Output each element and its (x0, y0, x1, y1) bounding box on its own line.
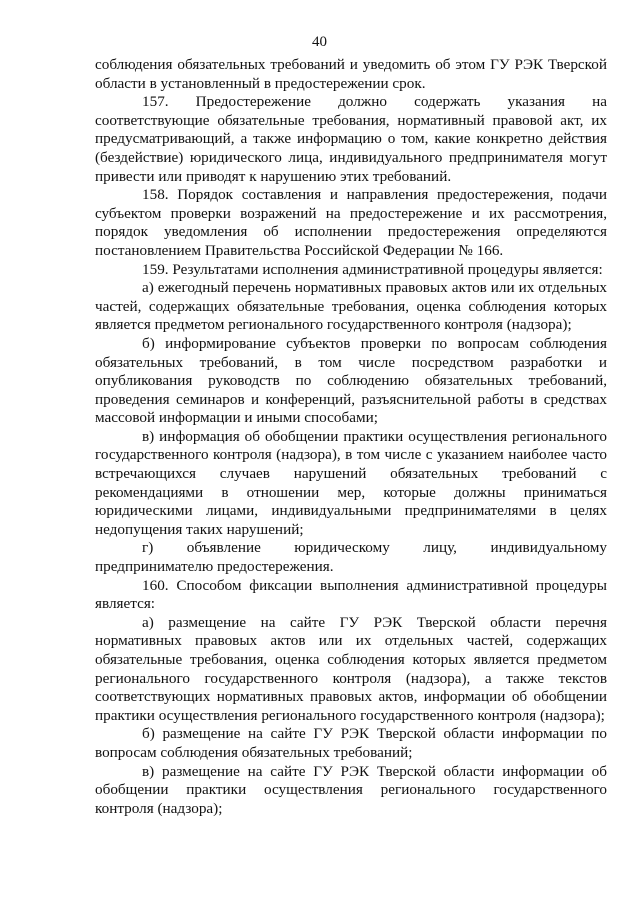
paragraph-159-g: г) объявление юридическому лицу, индивидуальному предпринимателю предостережения. (95, 539, 607, 576)
paragraph-158: 158. Порядок составления и направления предостережения, подачи субъектом проверки возражений на предостережение и их рассмотрения, порядок уведомления об исполнении предостережения определяются постановлением Правительства Российской Федерации № 166. (95, 186, 607, 259)
paragraph-160-v: в) размещение на сайте ГУ РЭК Тверской области информации об обобщении практики осуществления регионального государственного контроля (надзора); (95, 762, 607, 817)
paragraph-continuation: соблюдения обязательных требований и уведомить об этом ГУ РЭК Тверской области в установленный в предостережении срок. (95, 56, 607, 92)
paragraph-160-a: а) размещение на сайте ГУ РЭК Тверской области перечня нормативных правовых актов или их отдельных частей, содержащих обязательные требования, оценка соблюдения которых является предметом регионального государственного контроля (надзора), а также текстов соответствующих нормативных правовых актов, информации об обобщении практики осуществления регионального государственного контроля (надзора); (95, 613, 607, 724)
paragraph-157: 157. Предостережение должно содержать указания на соответствующие обязательные требования, нормативный правовой акт, их предусматривающий, а также информацию о том, какие конкретно действия (бездействие) юридического лица, индивидуального предпринимателя могут привести или приводят к нарушению этих требований. (95, 93, 607, 185)
paragraph-159-a: а) ежегодный перечень нормативных правовых актов или их отдельных частей, содержащих обязательные требования, оценка соблюдения которых является предметом регионального государственного контроля (надзора); (95, 279, 607, 334)
paragraph-160-b: б) размещение на сайте ГУ РЭК Тверской области информации по вопросам соблюдения обязательных требований; (95, 725, 607, 761)
paragraph-159: 159. Результатами исполнения административной процедуры является: (142, 260, 603, 278)
page-number: 40 (312, 34, 327, 50)
paragraph-159-v: в) информация об обобщении практики осуществления регионального государственного контроля (надзора), в том числе с указанием наиболее часто встречающихся случаев нарушений обязательных требований с рекомендациями в отношении мер, которые должны приниматься юридическими лицами, индивидуальными предпринимателями в целях недопущения таких нарушений; (95, 427, 607, 538)
document-body (95, 56, 607, 818)
paragraph-159-b: б) информирование субъектов проверки по вопросам соблюдения обязательных требований, в том числе посредством разработки и опубликования руководств по соблюдению обязательных требований, проведения семинаров и конференций, разъяснительной работы в средствах массовой информации и иными способами; (95, 334, 607, 427)
paragraph-160: 160. Способом фиксации выполнения административной процедуры является: (95, 576, 607, 613)
